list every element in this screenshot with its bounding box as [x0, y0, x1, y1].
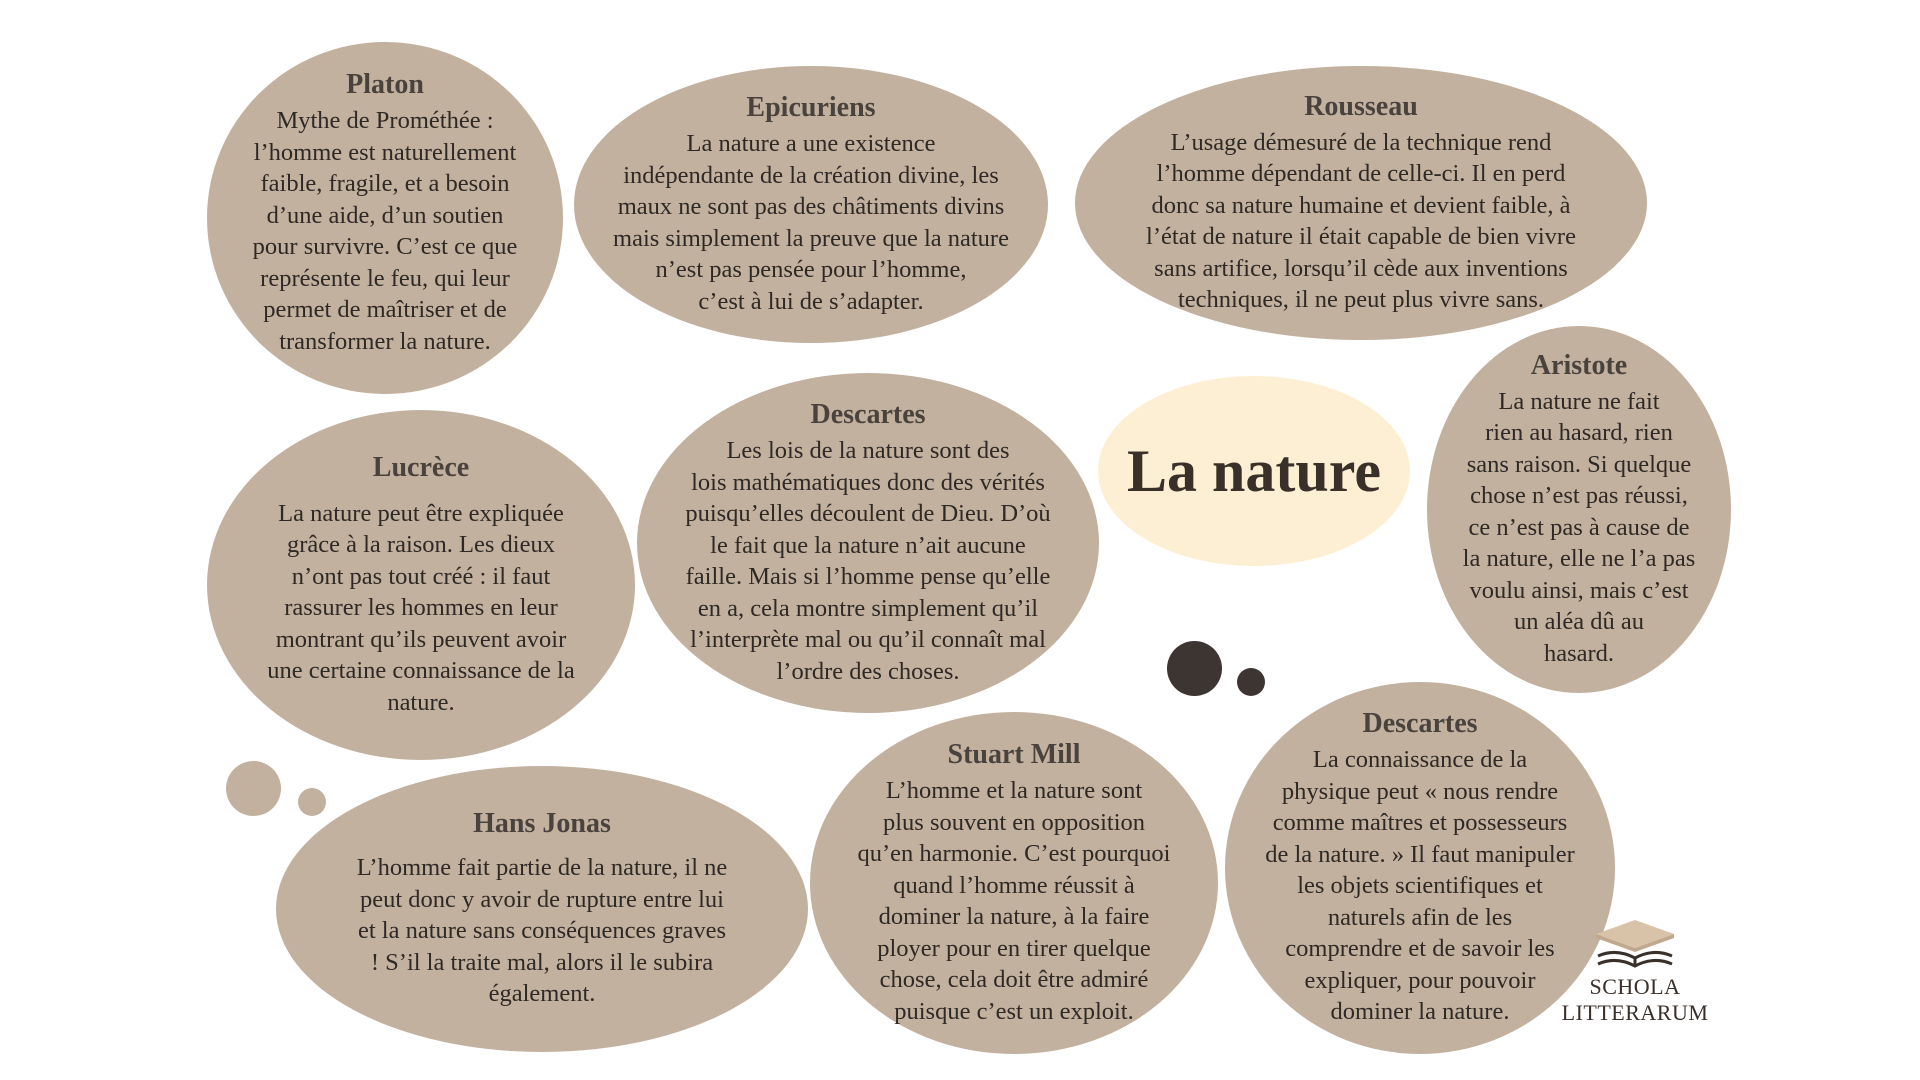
philosopher-text: La nature ne fait rien au hasard, rien sans raison. Si quelque chose n’est pas réussi, ce n’est pas à cause de la nature, elle ne l’a pas voulu ainsi, mais c’est un aléa dû au hasard.	[1462, 387, 1696, 667]
central-topic-title: La nature	[1127, 437, 1381, 504]
bubble-descartes-1	[637, 373, 1099, 713]
thought-dot-large-dark	[1167, 641, 1222, 696]
philosopher-name: Descartes	[1362, 708, 1478, 740]
schola-litterarum-logo	[1561, 918, 1709, 1048]
philosopher-text: L’homme fait partie de la nature, il ne peut donc y avoir de rupture entre lui et la nature sans conséquences graves ! S’il la traite mal, alors il le subira également.	[356, 854, 728, 1008]
bubble-stuart-mill	[810, 712, 1218, 1054]
philosopher-name: Rousseau	[1304, 90, 1418, 122]
philosopher-name: Descartes	[810, 399, 926, 430]
logo-text: SCHOLA LITTERARUM	[1561, 974, 1709, 1025]
philosopher-text: Mythe de Prométhée : l’homme est naturellement faible, fragile, et a besoin d’une aide, d’un soutien pour survivre. C’est ce que représente le feu, qui leur permet de maîtriser et de transformer la nature.	[252, 107, 518, 355]
bubble-rousseau	[1075, 66, 1647, 340]
philosopher-text: L’usage démesuré de la technique rend l’homme dépendant de celle-ci. Il en perd donc sa nature humaine et devient faible, à l’état de nature il était capable de bien vivre sans artifice, lorsqu’il cède aux inventions techniques, il ne peut plus vivre sans.	[1146, 128, 1576, 313]
thought-dot-small-dark	[1237, 668, 1265, 696]
bubble-aristote	[1427, 326, 1731, 693]
philosopher-name: Platon	[346, 69, 424, 100]
bubble-descartes-2	[1225, 682, 1615, 1054]
philosopher-text: Les lois de la nature sont des lois mathématiques donc des vérités puisqu’elles découlent de Dieu. D’où le fait que la nature n’ait aucune faille. Mais si l’homme pense qu’elle en a, cela montre simplement qu’il l’interprète mal ou qu’il connaît mal l’ordre des choses.	[685, 437, 1051, 685]
graduation-cap-book-icon	[1590, 918, 1680, 974]
philosopher-text: La nature peut être expliquée grâce à la raison. Les dieux n’ont pas tout créé : il faut rassurer les hommes en leur montrant qu’ils peuvent avoir une certaine connaissance de la nature.	[267, 499, 575, 716]
philosopher-name: Aristote	[1530, 349, 1628, 381]
philosopher-name: Stuart Mill	[947, 739, 1081, 770]
philosopher-text: La connaissance de la physique peut « nous rendre comme maîtres et possesseurs de la nature. » Il faut manipuler les objets scientifiques et naturels afin de les comprendre et de savoir les expliquer, pour pouvoir dominer la nature.	[1265, 746, 1575, 1026]
bubble-platon	[207, 42, 563, 394]
bubble-hans-jonas	[276, 766, 808, 1052]
central-topic-bubble	[1098, 376, 1410, 566]
philosopher-text: L’homme et la nature sont plus souvent en opposition qu’en harmonie. C’est pourquoi quand l’homme réussit à dominer la nature, à la faire ployer pour en tirer quelque chose, cela doit être admiré puisque c’est un exploit.	[857, 777, 1171, 1025]
philosopher-name: Lucrèce	[372, 451, 470, 483]
thought-dot-small-light	[298, 788, 326, 816]
philosopher-name: Hans Jonas	[473, 808, 611, 840]
bubble-epicuriens	[574, 66, 1048, 343]
philosopher-text: La nature a une existence indépendante de la création divine, les maux ne sont pas des châtiments divins mais simplement la preuve que la nature n’est pas pensée pour l’homme, c’est à lui de s’adapter.	[613, 130, 1009, 315]
bubble-lucrece	[207, 410, 635, 760]
philosopher-name: Epicuriens	[746, 92, 876, 123]
thought-dot-large-light	[226, 761, 281, 816]
